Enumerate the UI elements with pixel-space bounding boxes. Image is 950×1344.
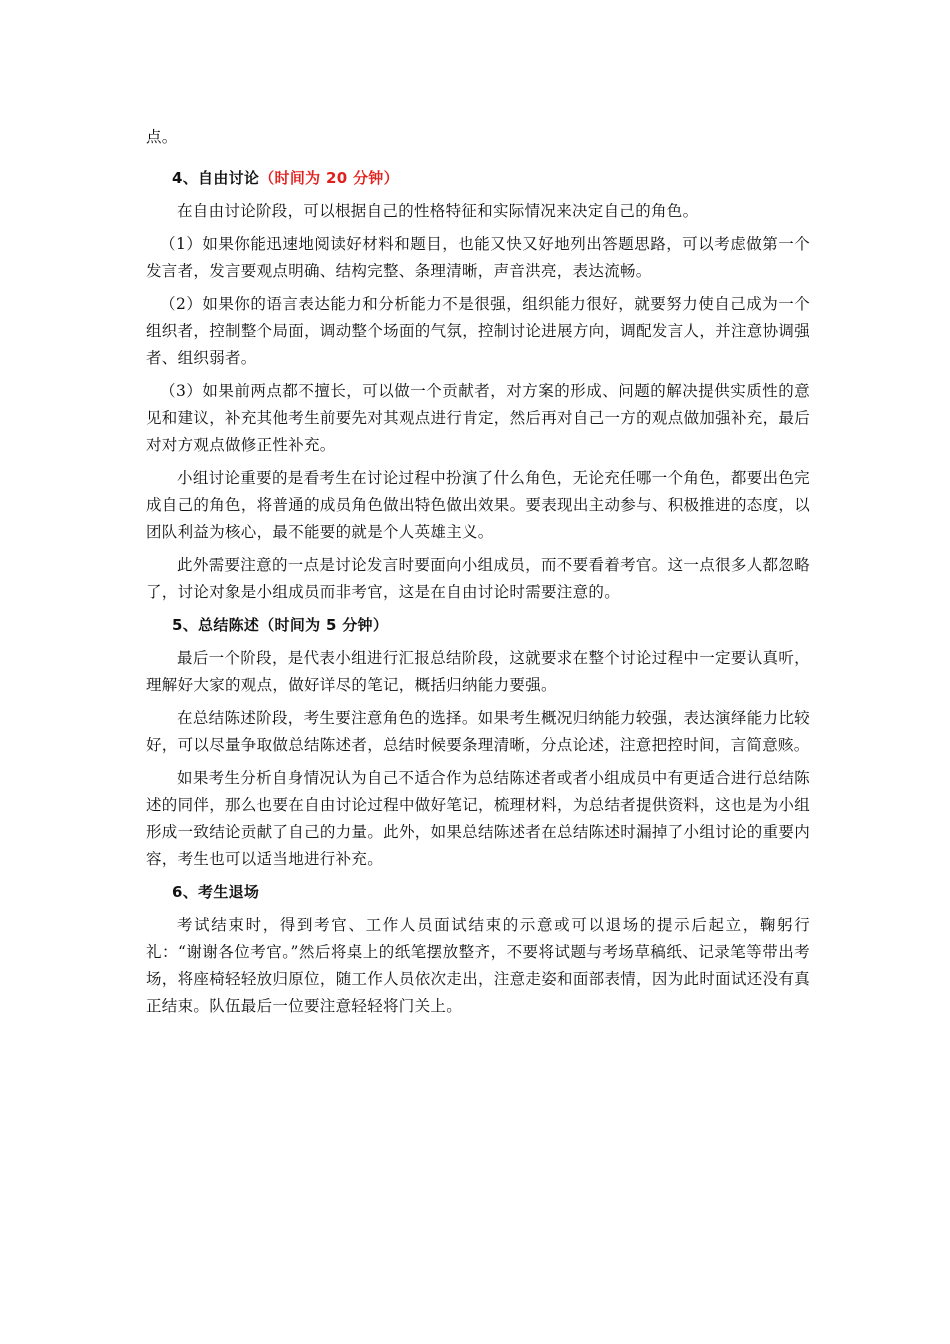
section-4-paragraph-2: 此外需要注意的一点是讨论发言时要面向小组成员，而不要看着考官。这一点很多人都忽略了，讨论对象是小组成员而非考官，这是在自由讨论时需要注意的。	[146, 556, 810, 601]
section-4-time-note: （时间为 20 分钟）	[259, 169, 399, 187]
section-6-paragraph-1: 考试结束时，得到考官、工作人员面试结束的示意或可以退场的提示后起立，鞠躬行礼：“谢谢各位考官。”然后将桌上的纸笔摆放整齐，不要将试题与考场草稿纸、记录笔等带出考场，将座椅轻轻放归原位，随工作人员依次走出，注意走姿和面部表情，因为此时面试还没有真正结束。队伍最后一位要注意轻轻将门关上。	[146, 916, 810, 1015]
section-4-paragraph-1: 小组讨论重要的是看考生在讨论过程中扮演了什么角色，无论充任哪一个角色，都要出色完成自己的角色，将普通的成员角色做出特色做出效果。要表现出主动参与、积极推进的态度，以团队利益为核心，最不能要的就是个人英雄主义。	[146, 469, 810, 541]
section-4-intro: 在自由讨论阶段，可以根据自己的性格特征和实际情况来决定自己的角色。	[177, 202, 699, 220]
section-5-paragraph-1: 最后一个阶段，是代表小组进行汇报总结阶段，这就要求在整个讨论过程中一定要认真听，理解好大家的观点，做好详尽的笔记，概括归纳能力要强。	[146, 649, 810, 694]
section-4-item-1: （1）如果你能迅速地阅读好材料和题目，也能又快又好地列出答题思路，可以考虑做第一个发言者，发言要观点明确、结构完整、条理清晰，声音洪亮，表达流畅。	[146, 235, 810, 280]
section-4-heading	[146, 165, 810, 192]
continued-fragment: 点。	[146, 128, 178, 146]
section-6-heading: 6、考生退场	[172, 883, 260, 901]
section-4-item-3: （3）如果前两点都不擅长，可以做一个贡献者，对方案的形成、问题的解决提供实质性的意见和建议，补充其他考生前要先对其观点进行肯定，然后再对自己一方的观点做加强补充，最后对对方观点做修正性补充。	[146, 382, 810, 454]
section-5-paragraph-3: 如果考生分析自身情况认为自己不适合作为总结陈述者或者小组成员中有更适合进行总结陈述的同伴，那么也要在自由讨论过程中做好笔记，梳理材料，为总结者提供资料，这也是为小组形成一致结论贡献了自己的力量。此外，如果总结陈述者在总结陈述时漏掉了小组讨论的重要内容，考生也可以适当地进行补充。	[146, 769, 810, 868]
document-body	[146, 124, 810, 1026]
section-5-heading: 5、总结陈述（时间为 5 分钟）	[172, 616, 389, 634]
section-4-title: 4、自由讨论	[172, 169, 260, 187]
section-4-item-2: （2）如果你的语言表达能力和分析能力不是很强，组织能力很好，就要努力使自己成为一个组织者，控制整个局面，调动整个场面的气氛，控制讨论进展方向，调配发言人，并注意协调强者、组织弱者。	[146, 295, 810, 367]
section-5-paragraph-2: 在总结陈述阶段，考生要注意角色的选择。如果考生概况归纳能力较强，表达演绎能力比较好，可以尽量争取做总结陈述者，总结时候要条理清晰，分点论述，注意把控时间，言简意赅。	[146, 709, 810, 754]
